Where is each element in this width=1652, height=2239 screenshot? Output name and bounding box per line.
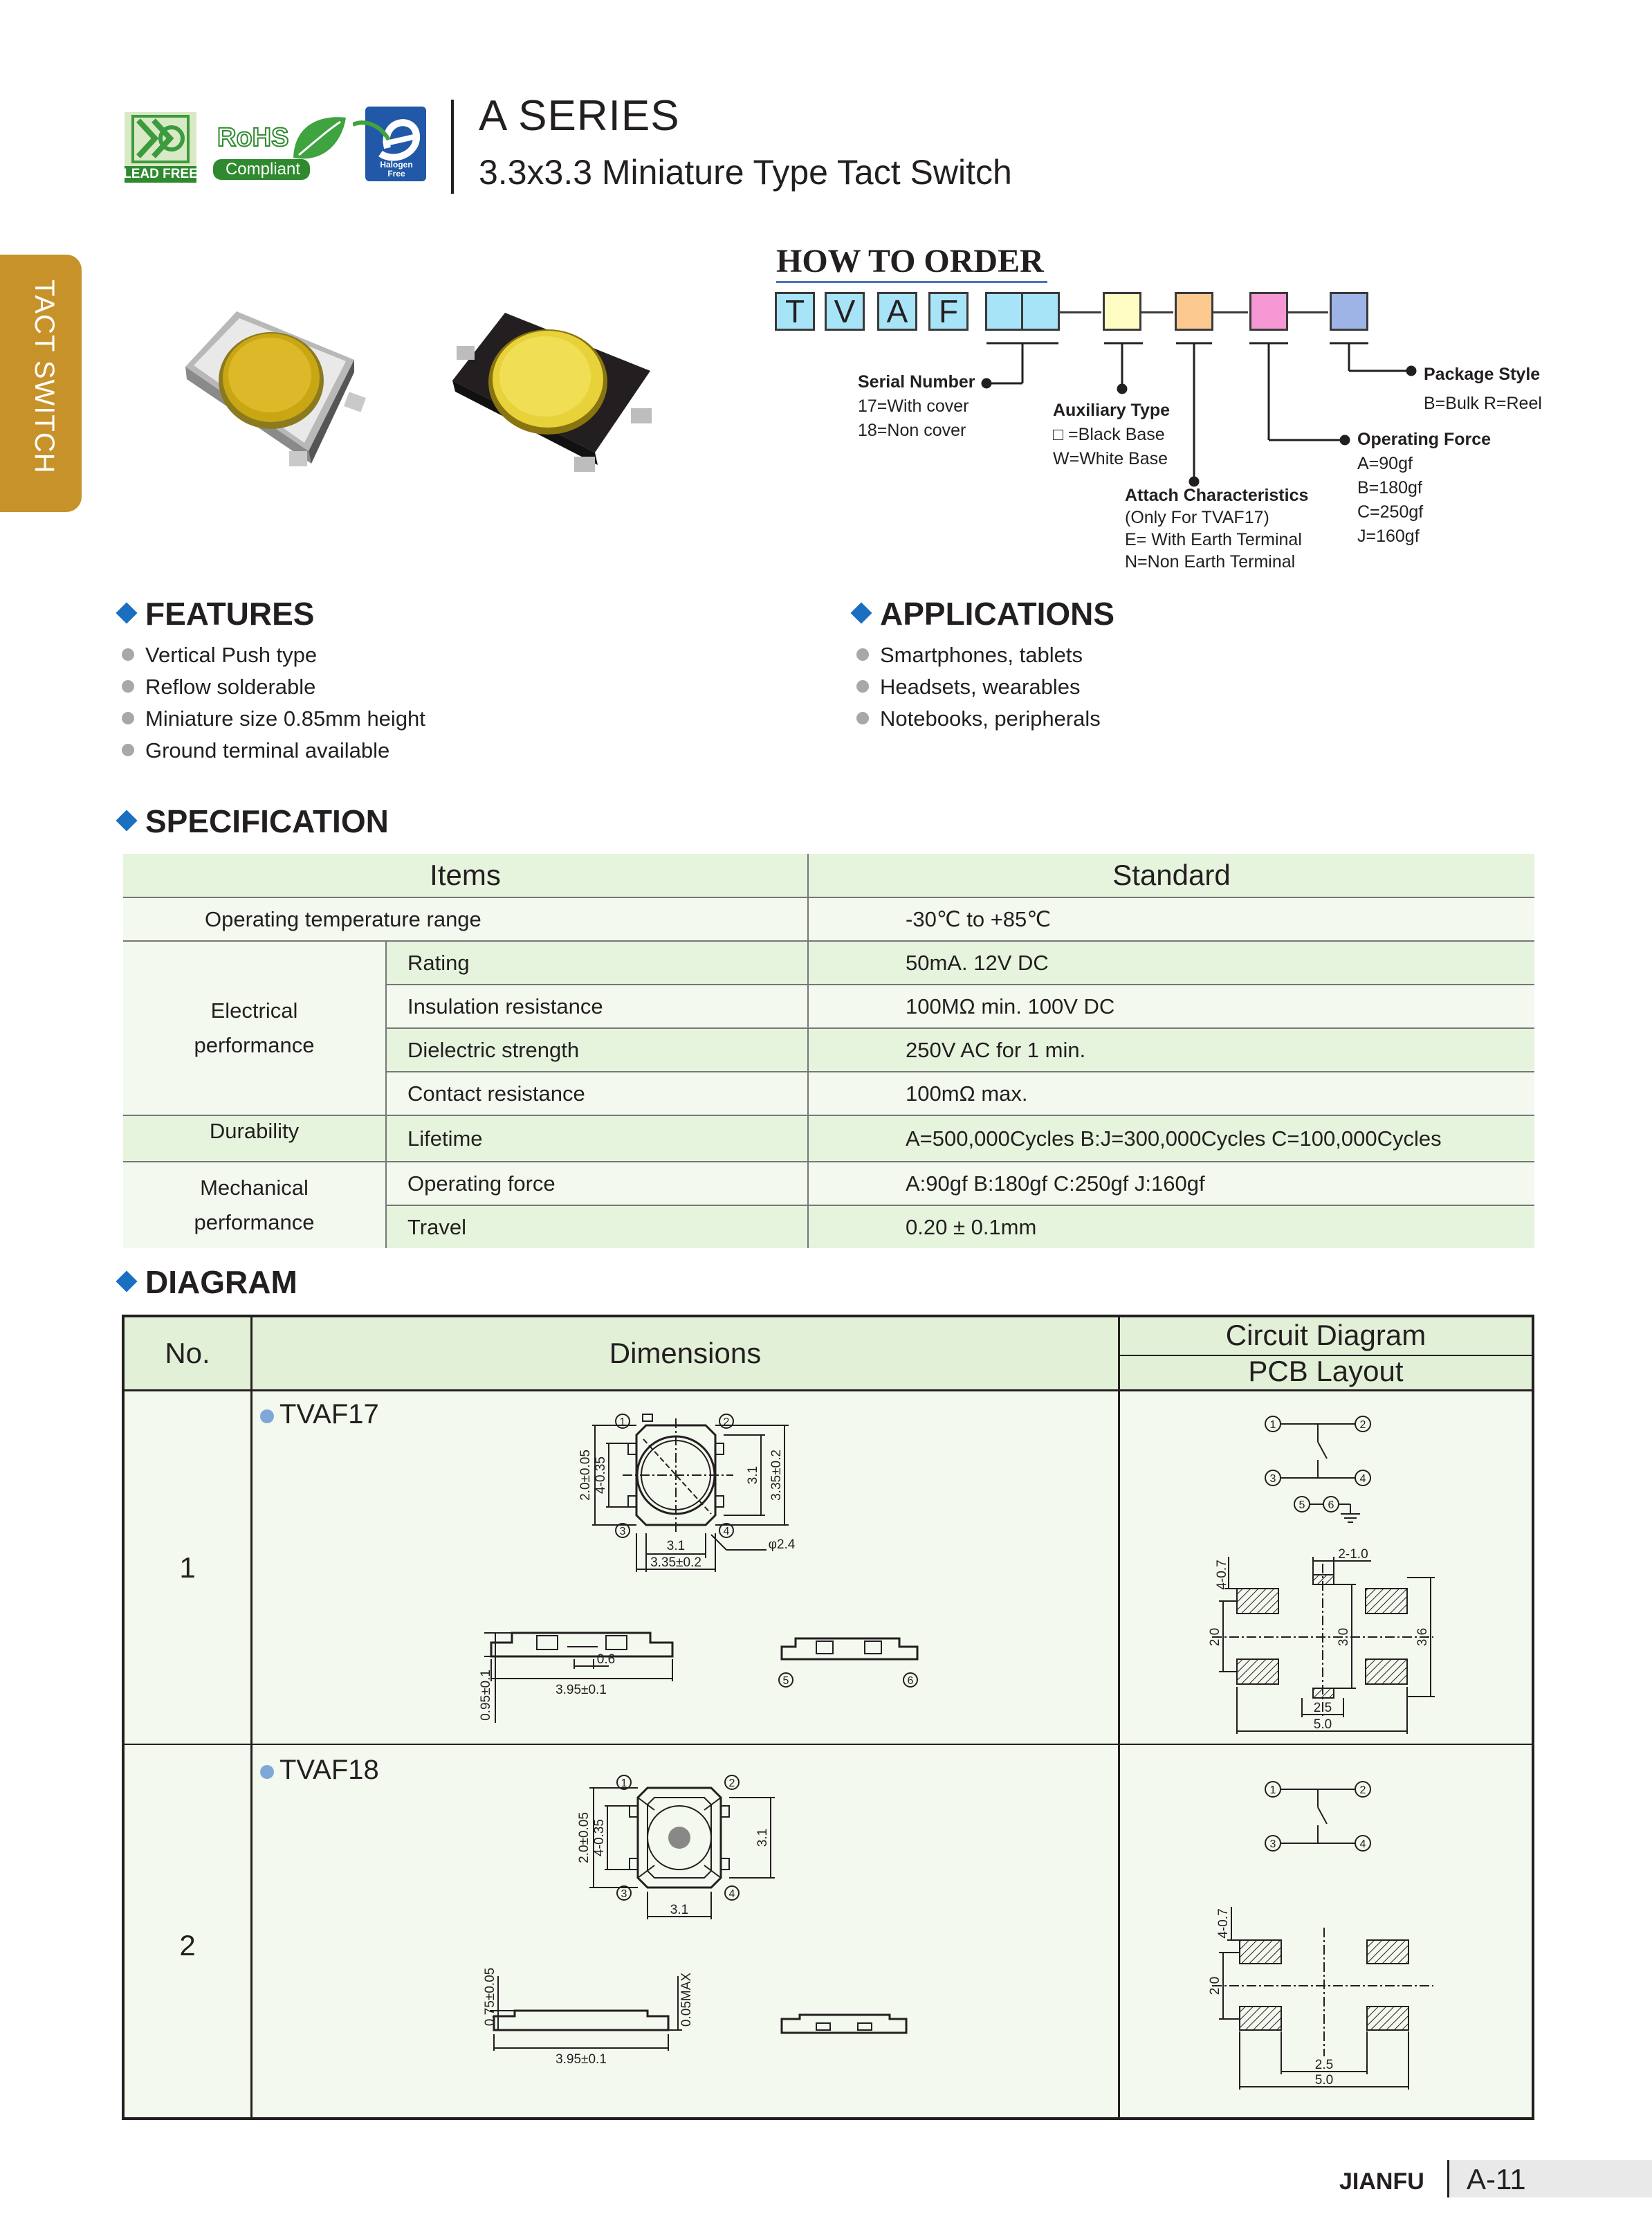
pin-label: 4 xyxy=(728,1888,735,1900)
row-number-1: 1 xyxy=(179,1551,196,1584)
model-name: TVAF18 xyxy=(279,1755,379,1785)
specification-heading xyxy=(115,803,389,840)
list-item xyxy=(122,639,425,671)
serial-number-block xyxy=(858,370,975,443)
electrical-group-cell xyxy=(123,941,386,1115)
dim-label: 3.1 xyxy=(755,1828,770,1847)
dim-label: 3.35±0.2 xyxy=(650,1555,701,1570)
side-tab xyxy=(0,255,82,512)
lead-free-logo xyxy=(122,111,199,183)
list-item xyxy=(856,639,1101,671)
free-text: Free xyxy=(387,169,405,179)
features-list xyxy=(122,639,425,767)
operating-force-title: Operating Force xyxy=(1357,430,1492,449)
diagram-header-bottom xyxy=(125,1389,1532,1391)
spec-item: Contact resistance xyxy=(386,1072,808,1115)
dim-label: 4-0.7 xyxy=(1215,1560,1229,1590)
group-label: Electrical xyxy=(210,998,298,1023)
bullet-icon xyxy=(260,1409,274,1423)
application-text: Headsets, wearables xyxy=(880,675,1081,699)
tvaf17-side-view-2 xyxy=(761,1632,927,1701)
pin-label: 3 xyxy=(621,1888,627,1900)
side-tab-label: TACT SWITCH xyxy=(29,280,59,474)
mechanical-group-cell xyxy=(123,1162,386,1248)
dim-label: 2-1.0 xyxy=(1338,1547,1368,1562)
footer-page-tab xyxy=(1447,2160,1652,2197)
spec-item: Operating temperature range xyxy=(123,897,808,941)
dim-label: 2.0±0.05 xyxy=(578,1450,593,1501)
dim-label: 0.95±0.1 xyxy=(479,1670,493,1721)
group-label: performance xyxy=(194,1033,315,1057)
group-label: performance xyxy=(194,1210,315,1234)
pin-label: 1 xyxy=(619,1416,626,1428)
group-label: Mechanical xyxy=(200,1176,309,1200)
row-number-2: 2 xyxy=(179,1929,196,1962)
order-letter-f: F xyxy=(928,292,969,331)
diagram-table xyxy=(122,1315,1534,2120)
feature-text: Vertical Push type xyxy=(145,643,318,667)
dim-label: 3.1 xyxy=(670,1903,689,1917)
operating-force-line: C=250gf xyxy=(1357,502,1424,522)
diagram-col-divider-2 xyxy=(1118,1317,1120,2117)
pin-label: 2 xyxy=(728,1778,735,1789)
auxiliary-type-line: W=White Base xyxy=(1053,449,1168,468)
dim-label: 2.5 xyxy=(1313,1701,1332,1715)
dim-label: 5.0 xyxy=(1313,1717,1332,1732)
spec-value: 250V AC for 1 min. xyxy=(808,1028,1534,1072)
tvaf18-side-view-2 xyxy=(775,2011,913,2045)
product-photo-white xyxy=(173,291,380,484)
lead-free-text: LEAD FREE xyxy=(123,167,198,181)
diamond-icon xyxy=(116,1270,137,1292)
dim-label: 3.35±0.2 xyxy=(769,1450,784,1501)
table-row xyxy=(123,941,1534,985)
page-number: A-11 xyxy=(1467,2163,1526,2195)
pin-label: 5 xyxy=(782,1675,789,1687)
diamond-icon xyxy=(850,602,872,623)
rohs-logo xyxy=(212,109,350,181)
applications-heading-text: APPLICATIONS xyxy=(880,596,1115,632)
dim-label: 3.1 xyxy=(666,1539,686,1553)
tvaf17-top-view xyxy=(436,1411,865,1598)
feature-text: Miniature size 0.85mm height xyxy=(145,706,425,731)
diagram-col-divider-1 xyxy=(250,1317,253,2117)
pin-label: 6 xyxy=(907,1675,914,1687)
bullet-icon xyxy=(122,744,134,756)
spec-value: 100MΩ min. 100V DC xyxy=(808,985,1534,1028)
attach-title: Attach Characteristics xyxy=(1125,486,1309,505)
pin-label: 4 xyxy=(1359,1838,1366,1850)
tvaf17-side-view xyxy=(470,1626,692,1730)
spec-item: Lifetime xyxy=(386,1115,808,1162)
list-item xyxy=(856,671,1101,703)
product-photo-black xyxy=(443,304,664,484)
list-item xyxy=(122,703,425,735)
pin-label: 2 xyxy=(1359,1419,1366,1431)
package-style-line: B=Bulk R=Reel xyxy=(1424,394,1542,413)
model-label-tvaf18 xyxy=(260,1755,379,1786)
pin-label: 1 xyxy=(1269,1784,1276,1796)
list-item xyxy=(856,703,1101,735)
pin-label: 1 xyxy=(621,1778,627,1789)
spec-value: 0.20 ± 0.1mm xyxy=(808,1205,1534,1248)
diagram-heading xyxy=(115,1263,297,1301)
diagram-heading-text: DIAGRAM xyxy=(145,1264,297,1300)
bullet-icon xyxy=(260,1765,274,1779)
specification-table xyxy=(123,854,1534,1248)
spec-item: Travel xyxy=(386,1205,808,1248)
pin-label: 3 xyxy=(1269,1838,1276,1850)
attach-line: E= With Earth Terminal xyxy=(1125,530,1302,549)
tvaf18-top-view xyxy=(436,1774,823,1933)
how-to-order-heading: HOW TO ORDER xyxy=(776,243,1044,280)
features-heading xyxy=(115,595,315,632)
operating-force-line: J=160gf xyxy=(1357,527,1420,546)
attach-line: N=Non Earth Terminal xyxy=(1125,552,1296,572)
bullet-icon xyxy=(856,712,869,724)
spec-value: -30℃ to +85℃ xyxy=(808,897,1534,941)
table-header-row xyxy=(123,854,1534,897)
dim-label: 0.05MAX xyxy=(679,1972,694,2027)
dim-label: 3.1 xyxy=(746,1465,760,1485)
halogen-free-logo xyxy=(353,105,429,183)
package-style-block xyxy=(1424,360,1542,418)
operating-force-line: B=180gf xyxy=(1357,478,1422,497)
tvaf18-pcb-layout xyxy=(1171,1893,1461,2101)
order-letter-t: T xyxy=(775,292,815,331)
bullet-icon xyxy=(856,680,869,693)
serial-number-title: Serial Number xyxy=(858,372,975,392)
dim-label: 0.75±0.05 xyxy=(483,1967,497,2027)
auxiliary-type-title: Auxiliary Type xyxy=(1053,401,1171,420)
durability-group-cell: Durability xyxy=(123,1115,386,1162)
spec-item: Operating force xyxy=(386,1162,808,1205)
feature-text: Reflow solderable xyxy=(145,675,316,699)
compliant-text: Compliant xyxy=(225,160,301,179)
dim-label: 5.0 xyxy=(1314,2073,1334,2087)
dim-label: 4-0.35 xyxy=(594,1456,608,1494)
order-dash-1 xyxy=(1060,311,1101,313)
diagram-row-divider xyxy=(125,1744,1532,1745)
pin-label: 5 xyxy=(1298,1499,1305,1511)
order-dash-3 xyxy=(1213,311,1248,313)
bullet-icon xyxy=(122,712,134,724)
dim-label: 0.6 xyxy=(596,1652,616,1667)
bullet-icon xyxy=(122,680,134,693)
rohs-text: RoHS xyxy=(217,123,289,152)
dim-label: 2.0 xyxy=(1208,1976,1222,1995)
bullet-icon xyxy=(856,648,869,661)
dim-label: 2.0 xyxy=(1208,1627,1222,1647)
dim-label: 2.5 xyxy=(1314,2058,1334,2072)
model-name: TVAF17 xyxy=(279,1399,379,1429)
how-to-order-underline xyxy=(776,281,1047,283)
order-letter-a: A xyxy=(877,292,917,331)
tvaf18-side-view xyxy=(470,1962,719,2073)
pin-label: 3 xyxy=(1269,1473,1276,1485)
table-row xyxy=(123,1162,1534,1205)
footer-brand: JIANFU xyxy=(1339,2168,1424,2195)
pin-label: 2 xyxy=(1359,1784,1366,1796)
list-item xyxy=(122,671,425,703)
application-text: Smartphones, tablets xyxy=(880,643,1083,667)
footer-tab-divider xyxy=(1447,2160,1449,2197)
applications-list xyxy=(856,639,1101,735)
order-letter-v: V xyxy=(825,292,865,331)
spec-item: Insulation resistance xyxy=(386,985,808,1028)
tvaf17-circuit-diagram xyxy=(1259,1410,1439,1555)
spec-value: A=500,000Cycles B:J=300,000Cycles C=100,000Cycles xyxy=(808,1115,1534,1162)
order-dash-2 xyxy=(1141,311,1173,313)
pin-label: 6 xyxy=(1328,1499,1334,1511)
dim-label: 3.95±0.1 xyxy=(556,2052,607,2067)
dim-label: φ2.4 xyxy=(768,1537,796,1552)
col-pcb-header: PCB Layout xyxy=(1248,1355,1404,1387)
spec-value: 50mA. 12V DC xyxy=(808,941,1534,985)
spec-value: 100mΩ max. xyxy=(808,1072,1534,1115)
applications-heading xyxy=(850,595,1114,632)
spec-value: A:90gf B:180gf C:250gf J:160gf xyxy=(808,1162,1534,1205)
dim-label: 4-0.7 xyxy=(1216,1908,1231,1939)
pin-label: 4 xyxy=(1359,1473,1366,1485)
features-heading-text: FEATURES xyxy=(145,596,315,632)
order-box-attach xyxy=(1175,292,1213,331)
pin-label: 3 xyxy=(619,1526,626,1537)
order-box-serial-2 xyxy=(1021,292,1060,331)
feature-text: Ground terminal available xyxy=(145,738,390,762)
table-row xyxy=(123,1115,1534,1162)
col-dimensions-header: Dimensions xyxy=(609,1337,762,1369)
order-box-package xyxy=(1330,292,1368,331)
auxiliary-type-block xyxy=(1053,399,1170,471)
bullet-icon xyxy=(122,648,134,661)
tvaf18-circuit-diagram xyxy=(1259,1775,1397,1865)
auxiliary-type-line: □ =Black Base xyxy=(1053,425,1165,444)
page-title: A SERIES xyxy=(479,92,680,140)
diamond-icon xyxy=(116,810,137,831)
model-label-tvaf17 xyxy=(260,1399,379,1430)
order-dash-4 xyxy=(1288,311,1328,313)
package-style-title: Package Style xyxy=(1424,365,1541,384)
attach-line: (Only For TVAF17) xyxy=(1125,508,1269,527)
specification-heading-text: SPECIFICATION xyxy=(145,803,389,839)
order-box-serial-1 xyxy=(985,292,1024,331)
pin-label: 2 xyxy=(723,1416,730,1428)
col-circuit-header: Circuit Diagram xyxy=(1225,1319,1426,1351)
spec-item: Dielectric strength xyxy=(386,1028,808,1072)
pin-label: 4 xyxy=(723,1526,730,1537)
dim-label: 3.95±0.1 xyxy=(556,1683,607,1697)
col-items-header: Items xyxy=(123,854,808,897)
operating-force-line: A=90gf xyxy=(1357,454,1413,473)
operating-force-block xyxy=(1357,428,1491,549)
serial-number-line: 17=With cover xyxy=(858,396,969,416)
table-row xyxy=(123,897,1534,941)
header-separator xyxy=(451,100,454,194)
dim-label: 4-0.35 xyxy=(592,1819,607,1856)
col-no-header: No. xyxy=(165,1337,210,1369)
dim-label: 2.0±0.05 xyxy=(577,1812,591,1863)
spec-item: Rating xyxy=(386,941,808,985)
pin-label: 1 xyxy=(1269,1419,1276,1431)
application-text: Notebooks, peripherals xyxy=(880,706,1101,731)
diamond-icon xyxy=(116,602,137,623)
list-item xyxy=(122,735,425,767)
page-subtitle: 3.3x3.3 Miniature Type Tact Switch xyxy=(479,153,1012,192)
order-box-auxiliary xyxy=(1103,292,1141,331)
tvaf17-pcb-layout xyxy=(1171,1543,1461,1744)
order-box-force xyxy=(1249,292,1288,331)
col-standard-header: Standard xyxy=(808,854,1534,897)
dim-label: 3.6 xyxy=(1415,1627,1430,1647)
dim-label: 3.0 xyxy=(1337,1627,1351,1647)
attach-characteristics-block xyxy=(1125,484,1308,573)
serial-number-line: 18=Non cover xyxy=(858,421,966,440)
halogen-text: Halogen xyxy=(380,160,413,170)
